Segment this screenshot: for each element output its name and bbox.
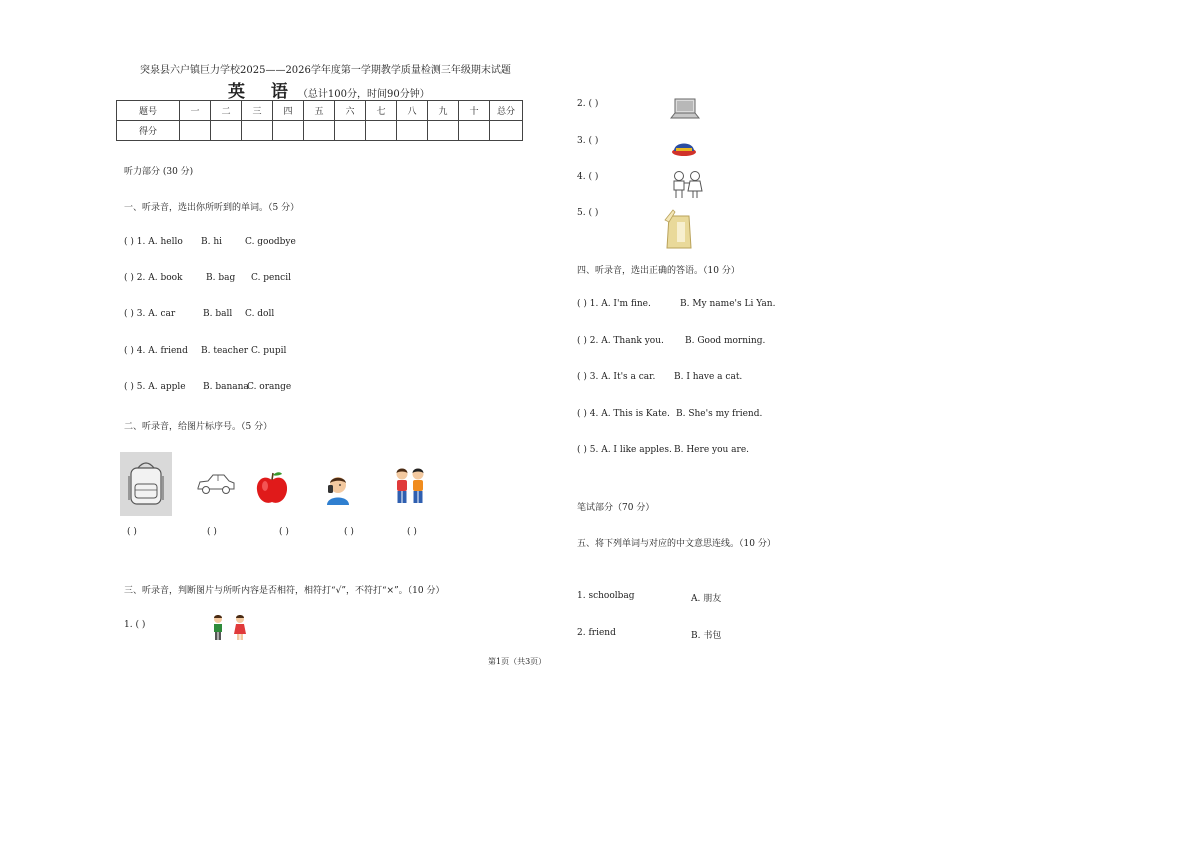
item-number: 1.	[136, 237, 146, 247]
q2-title: 二、听录音，给图片标序号。（5 分）	[124, 422, 273, 432]
score-cell[interactable]	[242, 121, 273, 141]
q5-meaning-b[interactable]: B. 书包	[691, 631, 722, 641]
q1-item-3	[124, 309, 175, 319]
picture-answer-paren[interactable]: ( )	[207, 527, 217, 537]
q4-item-2-option-b: B. Good morning.	[685, 336, 766, 346]
table-cell: 九	[428, 101, 459, 121]
option-b: B. banana	[203, 382, 249, 392]
table-cell: 总分	[490, 101, 523, 121]
q5-word-2[interactable]: 2. friend	[577, 628, 616, 638]
table-cell: 十	[459, 101, 490, 121]
option-b: B. ball	[203, 309, 233, 319]
q5-meaning-a[interactable]: A. 朋友	[691, 594, 722, 604]
q3-item-4[interactable]: 4. ( )	[577, 172, 599, 182]
item-number: 3.	[136, 309, 146, 319]
option-b: B. bag	[206, 273, 236, 283]
q4-item-4-option-b: B. She's my friend.	[676, 409, 763, 419]
q3-item-3[interactable]: 3. ( )	[577, 136, 599, 146]
picture-answer-paren[interactable]: ( )	[344, 527, 354, 537]
q4-item-1-option-a[interactable]: ( ) 1. A. I'm fine.	[577, 299, 651, 309]
laptop-picture	[670, 97, 700, 123]
option-c: C. doll	[245, 309, 275, 319]
picture-answer-paren[interactable]: ( )	[127, 527, 137, 537]
table-cell: 一	[180, 101, 211, 121]
table-cell: 八	[397, 101, 428, 121]
score-cell[interactable]	[428, 121, 459, 141]
listening-section-title: 听力部分 (30 分)	[124, 167, 194, 177]
answer-paren[interactable]: ( )	[124, 346, 134, 356]
score-cell[interactable]	[273, 121, 304, 141]
exam-header: 突泉县六户镇巨力学校2025——2026学年度第一学期教学质量检测三年级期末试题	[140, 65, 511, 76]
option-a: A. hello	[148, 237, 183, 247]
option-b: B. hi	[201, 237, 223, 247]
apple-picture	[254, 470, 290, 506]
written-section-title: 笔试部分（70 分）	[577, 503, 655, 513]
option-a: A. book	[148, 273, 183, 283]
table-cell: 得分	[117, 121, 180, 141]
score-cell[interactable]	[304, 121, 335, 141]
option-a: A. apple	[148, 382, 186, 392]
score-table	[116, 100, 523, 141]
score-cell[interactable]	[366, 121, 397, 141]
table-cell: 六	[335, 101, 366, 121]
q1-title: 一、听录音，选出你所听到的单词。（5 分）	[124, 203, 300, 213]
item-number: 5.	[136, 382, 146, 392]
q1-item-5	[124, 382, 186, 392]
option-b: B. teacher C. pupil	[201, 346, 287, 356]
q4-item-1-option-b: B. My name's Li Yan.	[680, 299, 776, 309]
schoolbag-picture	[120, 452, 172, 516]
picture-answer-paren[interactable]: ( )	[407, 527, 417, 537]
table-cell: 题号	[117, 101, 180, 121]
table-cell: 七	[366, 101, 397, 121]
q4-item-5-option-a[interactable]: ( ) 5. A. I like apples.	[577, 445, 672, 455]
shopping-bag-picture	[663, 206, 695, 250]
table-cell: 四	[273, 101, 304, 121]
score-cell[interactable]	[459, 121, 490, 141]
option-a: A. friend	[148, 346, 188, 356]
score-table-score-row	[117, 121, 523, 141]
option-a: A. car	[148, 309, 176, 319]
score-cell[interactable]	[180, 121, 211, 141]
option-c: C. orange	[247, 382, 292, 392]
boy-on-phone-picture	[325, 473, 351, 505]
q4-title: 四、听录音，选出正确的答语。（10 分）	[577, 266, 740, 276]
score-cell[interactable]	[397, 121, 428, 141]
table-cell: 三	[242, 101, 273, 121]
exam-title	[228, 77, 430, 102]
item-number: 4.	[136, 346, 146, 356]
two-friends-outline-picture	[670, 170, 704, 200]
table-cell: 二	[211, 101, 242, 121]
answer-paren[interactable]: ( )	[124, 309, 134, 319]
title-sub: （总计100分，时间90分钟）	[297, 89, 430, 100]
score-table-header-row	[117, 101, 523, 121]
q3-item-5[interactable]: 5. ( )	[577, 208, 599, 218]
two-boys-picture	[393, 466, 427, 506]
page-footer: 第1页（共3页）	[488, 657, 547, 666]
q3-title: 三、听录音，判断图片与所听内容是否相符，相符打“√”，不符打“×”。（10 分）	[124, 586, 445, 596]
q5-word-1[interactable]: 1. schoolbag	[577, 591, 635, 601]
q4-item-5-option-b: B. Here you are.	[674, 445, 750, 455]
q4-item-4-option-a[interactable]: ( ) 4. A. This is Kate.	[577, 409, 670, 419]
answer-paren[interactable]: ( )	[124, 382, 134, 392]
q4-item-3-option-b: B. I have a cat.	[674, 372, 743, 382]
option-c: C. goodbye	[245, 237, 296, 247]
q1-item-2	[124, 273, 183, 283]
q3-item-1[interactable]: 1. ( )	[124, 620, 146, 630]
q4-item-3-option-a[interactable]: ( ) 3. A. It's a car.	[577, 372, 656, 382]
q1-item-1	[124, 237, 183, 247]
table-cell: 五	[304, 101, 335, 121]
score-cell[interactable]	[490, 121, 523, 141]
answer-paren[interactable]: ( )	[124, 237, 134, 247]
q1-item-4	[124, 346, 188, 356]
answer-paren[interactable]: ( )	[124, 273, 134, 283]
q5-title: 五、将下列单词与对应的中文意思连线。（10 分）	[577, 539, 776, 549]
score-cell[interactable]	[211, 121, 242, 141]
score-cell[interactable]	[335, 121, 366, 141]
car-picture	[196, 472, 236, 496]
q4-item-2-option-a[interactable]: ( ) 2. A. Thank you.	[577, 336, 664, 346]
option-c: C. pencil	[251, 273, 291, 283]
title-main: 英 语	[228, 82, 298, 102]
q3-item-2[interactable]: 2. ( )	[577, 99, 599, 109]
cap-picture	[670, 138, 698, 158]
item-number: 2.	[136, 273, 146, 283]
picture-answer-paren[interactable]: ( )	[279, 527, 289, 537]
two-kids-picture	[210, 614, 250, 642]
